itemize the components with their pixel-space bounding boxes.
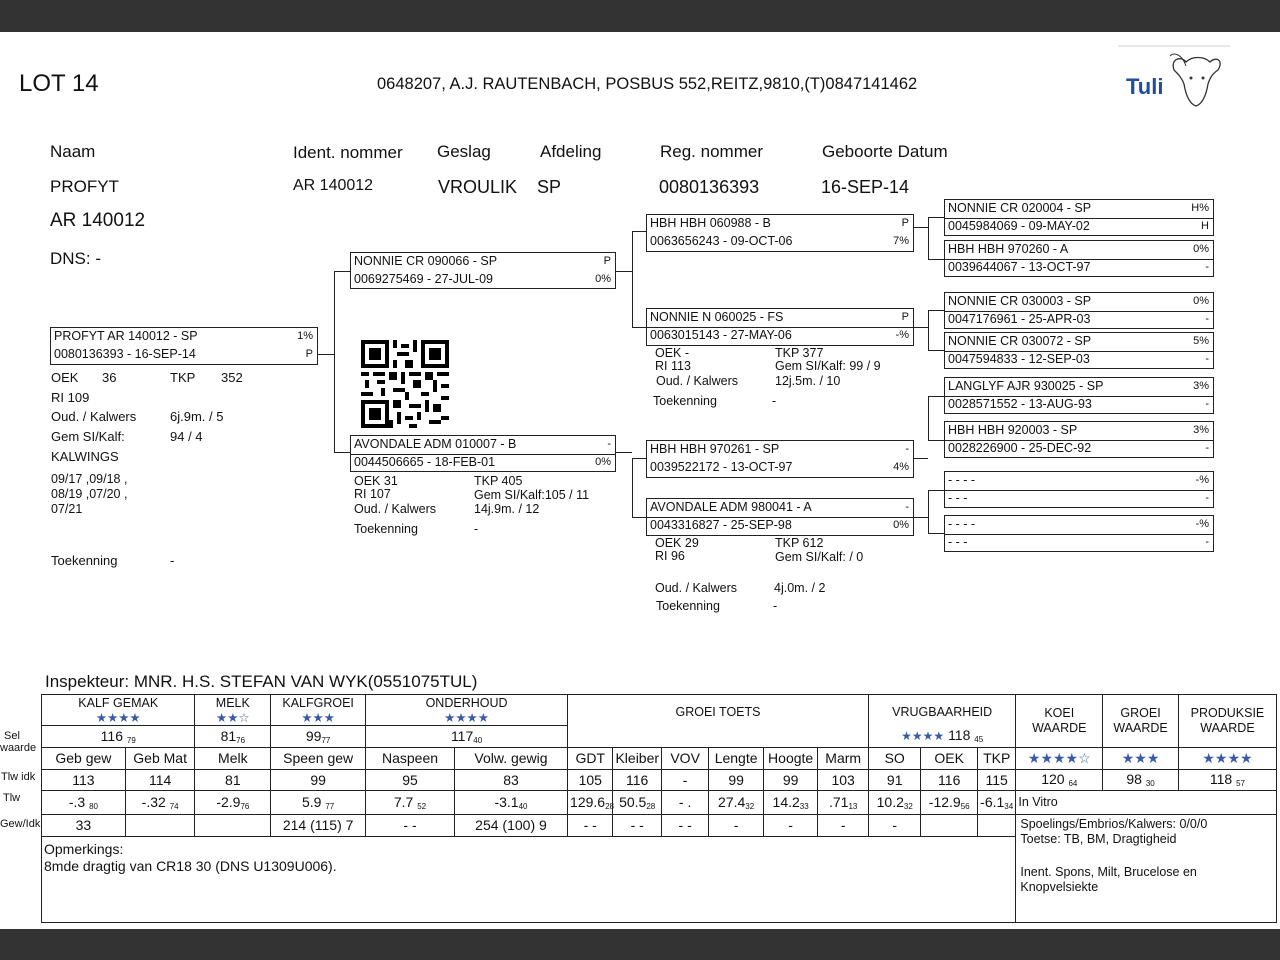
gp2-gem: Gem SI/Kalf: 99 / 9	[775, 359, 881, 373]
gp4-toek: -	[773, 599, 778, 613]
inspector: Inspekteur: MNR. H.S. STEFAN VAN WYK(0551075TUL)	[45, 672, 478, 691]
label-afdeling: Afdeling	[540, 142, 602, 161]
pedigree-grandparent: NONNIE N 060025 - FS P 0063015143 - 27-MAY-06 -%	[646, 308, 914, 346]
subject-toek: -	[170, 553, 175, 568]
pedigree-grandparent: HBH HBH 970261 - SP - 0039522172 - 13-OCT-97 4%	[646, 440, 914, 478]
notes-title: Opmerkings:	[44, 840, 124, 857]
group-groei-toets: GROEI TOETS	[568, 695, 869, 748]
notes-right: Spoelings/Embrios/Kalwers: 0/0/0 Toetse: TB, BM, Dragtigheid Inent. Spons, Milt, Brucelose en Knopvelsiekte	[1016, 814, 1277, 922]
sire-pct: 0%	[595, 273, 611, 285]
col-header: TKP	[977, 747, 1015, 769]
connector	[928, 440, 944, 441]
group-koei-waarde: KOEI WAARDE	[1016, 695, 1103, 748]
col-header: Hoogte	[763, 747, 818, 769]
connector	[928, 310, 944, 311]
gp2-oek: OEK -	[655, 346, 690, 360]
dam-oek: OEK 31	[354, 474, 398, 488]
dam-tkp: TKP 405	[474, 474, 523, 488]
row-label-tlw-idk: Tlw idk	[1, 771, 36, 783]
group-vrugbaarheid: VRUGBAARHEID	[868, 695, 1015, 726]
connector	[914, 458, 928, 459]
table-row-gew: 33 214 (115) 7 - - 254 (100) 9 - - - - - - - - - - Spoelings/Embrios/Kalwers: 0/0/0 Toetse: TB, BM, Dragtigheid Inent. Spons, Milt, Brucelose en Knopvelsiekte	[42, 814, 1277, 836]
subject-toek-label: Toekenning	[51, 553, 118, 568]
animal-name: PROFYT	[50, 177, 119, 196]
sel-vrug: 118	[948, 727, 971, 744]
connector	[632, 458, 633, 518]
connector	[928, 490, 929, 534]
subject-oud: 6j.9m. / 5	[170, 409, 224, 424]
produksie-stars-icon: ★★★★	[1178, 747, 1276, 769]
pedigree-great-grandparent: NONNIE CR 020004 - SP H% 0045984069 - 09-MAY-02 H	[944, 199, 1214, 236]
animal-geslag: VROULIK	[438, 177, 518, 197]
connector	[632, 231, 633, 328]
connector	[914, 327, 928, 328]
row-label-waarde: waarde	[0, 742, 37, 754]
animal-birthdate: 16-SEP-14	[821, 177, 910, 197]
col-header: Naspeen	[366, 747, 455, 769]
gp2-oud: 12j.5m. / 10	[775, 374, 841, 388]
label-reg: Reg. nommer	[660, 142, 763, 161]
subject-reg: 0080136393 - 16-SEP-14	[54, 347, 196, 361]
breeder-info: 0648207, A.J. RAUTENBACH, POSBUS 552,REITZ,9810,(T)0847141462	[377, 75, 918, 93]
gp4-tkp: TKP 612	[775, 536, 824, 550]
connector	[632, 327, 646, 328]
subject-ri: RI 109	[51, 390, 90, 405]
pedigree-great-grandparent: HBH HBH 920003 - SP 3% 0028226900 - 25-DEC-92 -	[944, 421, 1214, 458]
dam-name: AVONDALE ADM 010007 - B	[354, 437, 517, 451]
gp4-toek-label: Toekenning	[656, 599, 720, 613]
connector	[928, 396, 929, 441]
connector	[632, 517, 646, 518]
pedigree-great-grandparent: LANGLYF AJR 930025 - SP 3% 0028571552 - 13-AUG-93 -	[944, 377, 1214, 414]
pedigree-great-grandparent: - - - - -% - - - -	[944, 515, 1214, 552]
table-row-tlw-idk: 113 114 81 99 95 83 105 116 - 99 99 103 91 116 115 120 $_{64}$ 98 $_{30}$ 118 $_{57}$	[42, 769, 1277, 790]
pedigree-grandparent: AVONDALE ADM 980041 - A - 0043316827 - 25-SEP-98 0%	[646, 498, 914, 536]
pedigree-great-grandparent: NONNIE CR 030072 - SP 5% 0047594833 - 12-SEP-03 -	[944, 332, 1214, 369]
group-kalfgroei: KALFGROEI ★★★	[271, 695, 366, 726]
subject-oek-label: OEK	[51, 370, 79, 385]
bottom-bar	[0, 929, 1280, 960]
connector	[928, 350, 944, 351]
label-ident: Ident. nommer	[293, 143, 403, 162]
koei-stars-icon: ★★★★☆	[1016, 747, 1103, 769]
dam-toek: -	[474, 522, 479, 536]
col-header: SO	[868, 747, 921, 769]
group-onderhoud: ONDERHOUD ★★★★	[366, 695, 568, 726]
connector	[914, 517, 928, 518]
gp2-ri: RI 113	[655, 359, 691, 373]
dam-flag: -	[607, 438, 611, 450]
pedigree-great-grandparent: - - - - -% - - - -	[944, 471, 1214, 508]
top-bar	[0, 0, 1280, 32]
sel-kalf-gemak: 116	[100, 727, 123, 744]
gp2-toek-label: Toekenning	[653, 394, 717, 408]
gp2-oud-label: Oud. / Kalwers	[656, 374, 738, 388]
dam-toek-label: Toekenning	[354, 522, 418, 536]
cow-logo-icon	[1112, 44, 1232, 124]
qr-code	[361, 340, 449, 428]
col-header: Lengte	[709, 747, 764, 769]
ebv-table: KALF GEMAK ★★★★ MELK ★★☆ KALFGROEI ★★★ ONDERHOUD ★★★★ GROEI TOETS VRUGBAARHEID KOEI WAARDE GROEI WAARDE PRODUKSIE WAARDE 116 $_{79}$ $81_{76}$ $99_{77}$ $117_{40}$ ★★★★ 118 $_{45}$ Geb gew Geb Mat Melk Speen gew Naspeen Volw. gewig GDT Kleiber VOV Lengte Hoogte Marm SO OEK TKP ★★★★☆ ★★★ ★★★★ 113 114 81 99 95 83 105 116 - 99 99 103 91 116 115 120 $_{64}$ 98 $_{30}$ 118 $_{57}$ -.3 $_{80}$ -.32 $_{74}$ $-2.9_{76}$ 5.9 $_{77}$ 7.7 $_{52}$ $-3.1_{40}$ $129.6_{28}$ $50.5_{28}$ - . $27.4_{32}$ $14.2_{33}$ $.71_{13}$ $10.2_{32}$ $-12.9_{56}$ $-6.1_{34}$ In Vitro 33 214 (115) 7 - - 254 (100) 9 - - - - - - - - - - Spoelings/Embrios/Kalwers: 0/0/0 Toetse: TB, BM, Dragtigheid Inent. Spons, Milt, Brucelose en Knopvelsiekte Opmerkings: 8mde dragtig van CR18 30 (DNS U1309U006).	[41, 694, 1277, 923]
subject-gem-label: Gem SI/Kalf:	[51, 429, 125, 444]
connector	[334, 452, 350, 453]
col-header: Marm	[818, 747, 869, 769]
label-naam: Naam	[50, 142, 96, 161]
gp4-oud: 4j.0m. / 2	[774, 581, 826, 595]
connector	[928, 259, 944, 260]
col-header: Melk	[195, 747, 271, 769]
dam-oud-label: Oud. / Kalwers	[354, 502, 436, 516]
dam-gem: Gem SI/Kalf:105 / 11	[474, 488, 590, 502]
col-header: Speen gew	[271, 747, 366, 769]
connector	[928, 533, 944, 534]
subject-flag: P	[305, 348, 313, 360]
connector	[318, 354, 334, 355]
sel-melk: 81	[220, 727, 237, 744]
group-melk: MELK ★★☆	[195, 695, 271, 726]
gp2-toek: -	[772, 394, 777, 408]
notes-text: 8mde dragtig van CR18 30 (DNS U1309U006).	[44, 857, 337, 874]
pedigree-subject	[50, 327, 318, 365]
connector	[928, 310, 929, 351]
col-header: Volw. gewig	[454, 747, 567, 769]
col-header: Geb Mat	[125, 747, 195, 769]
animal-afdeling: SP	[537, 177, 562, 197]
col-header: Geb gew	[42, 747, 126, 769]
animal-dns: DNS: -	[50, 249, 101, 268]
subject-oek: 36	[102, 370, 117, 385]
pedigree-great-grandparent: HBH HBH 970260 - A 0% 0039644067 - 13-OCT-97 -	[944, 240, 1214, 277]
subject-pct: 1%	[297, 330, 313, 342]
subject-tkp-label: TKP	[170, 370, 196, 385]
gp2-tkp: TKP 377	[775, 346, 824, 360]
melk-stars-icon: ★★☆	[216, 710, 250, 725]
in-vitro: In Vitro	[1016, 790, 1277, 814]
vrug-stars-icon: ★★★★	[901, 729, 945, 744]
pedigree-dam	[350, 435, 616, 472]
animal-ident-large: AR 140012	[50, 210, 146, 231]
row-label-tlw: Tlw	[3, 792, 21, 804]
connector	[334, 271, 335, 453]
connector	[928, 217, 929, 260]
group-kalf-gemak: KALF GEMAK ★★★★	[42, 695, 195, 726]
dam-pct: 0%	[595, 456, 611, 468]
pedigree-grandparent: HBH HBH 060988 - B P 0063656243 - 09-OCT-06 7%	[646, 214, 914, 252]
logo-text: Tuli	[1126, 74, 1164, 99]
dam-reg: 0044506665 - 18-FEB-01	[354, 455, 496, 469]
gp4-ri: RI 96	[655, 549, 685, 563]
col-header: Kleiber	[613, 747, 661, 769]
sire-flag: P	[603, 255, 611, 267]
row-label-gew-idk: Gew/Idk	[0, 818, 41, 830]
sire-reg: 0069275469 - 27-JUL-09	[354, 272, 493, 286]
connector	[632, 458, 646, 459]
connector	[914, 227, 928, 228]
subject-tkp: 352	[221, 370, 243, 385]
kalwings-dates: 09/17 ,09/18 , 08/19 ,07/20 , 07/21	[51, 472, 128, 516]
dam-oud: 14j.9m. / 12	[474, 502, 540, 516]
col-header: GDT	[568, 747, 613, 769]
col-header: VOV	[661, 747, 708, 769]
subject-name: PROFYT AR 140012 - SP	[54, 329, 198, 343]
qr-code-icon	[361, 340, 449, 428]
pedigree-great-grandparent: NONNIE CR 030003 - SP 0% 0047176961 - 25-APR-03 -	[944, 292, 1214, 329]
pedigree-sire	[350, 252, 616, 289]
table-row-tlw: -.3 $_{80}$ -.32 $_{74}$ $-2.9_{76}$ 5.9 $_{77}$ 7.7 $_{52}$ $-3.1_{40}$ $129.6_{28}$ $50.5_{28}$ - . $27.4_{32}$ $14.2_{33}$ $.71_{13}$ $10.2_{32}$ $-12.9_{56}$ $-6.1_{34}$ In Vitro	[42, 790, 1277, 814]
subject-kalwings: KALWINGS	[51, 449, 119, 464]
kalf-gemak-stars-icon: ★★★★	[95, 710, 141, 725]
sel-onderhoud: 117	[450, 727, 474, 744]
connector	[632, 231, 646, 232]
onderhoud-stars-icon: ★★★★	[444, 710, 489, 725]
connector	[928, 217, 944, 218]
dam-ri: RI 107	[354, 487, 391, 501]
connector	[616, 452, 632, 453]
gp4-oud-label: Oud. / Kalwers	[655, 581, 737, 595]
connector	[928, 490, 944, 491]
label-geboorte: Geboorte Datum	[822, 142, 948, 161]
connector	[928, 396, 944, 397]
group-groei-waarde: GROEI WAARDE	[1103, 695, 1179, 748]
subject-gem: 94 / 4	[170, 429, 203, 444]
tuli-logo	[1112, 44, 1232, 124]
subject-oud-label: Oud. / Kalwers	[51, 409, 137, 424]
connector	[616, 271, 632, 272]
connector	[334, 271, 350, 272]
label-geslag: Geslag	[437, 142, 491, 161]
gp4-oek: OEK 29	[655, 536, 699, 550]
notes	[42, 836, 1016, 922]
gp4-gem: Gem SI/Kalf: / 0	[775, 550, 864, 564]
sel-kalfgroei: 99	[305, 727, 322, 744]
row-label-sel: Sel	[4, 730, 20, 742]
sire-name: NONNIE CR 090066 - SP	[354, 254, 498, 268]
lot-number: LOT 14	[19, 70, 99, 97]
animal-reg: 0080136393	[659, 177, 760, 197]
col-header: OEK	[921, 747, 978, 769]
groei-stars-icon: ★★★	[1103, 747, 1179, 769]
animal-ident: AR 140012	[293, 177, 374, 194]
group-produksie-waarde: PRODUKSIE WAARDE	[1178, 695, 1276, 748]
kalfgroei-stars-icon: ★★★	[301, 710, 335, 725]
